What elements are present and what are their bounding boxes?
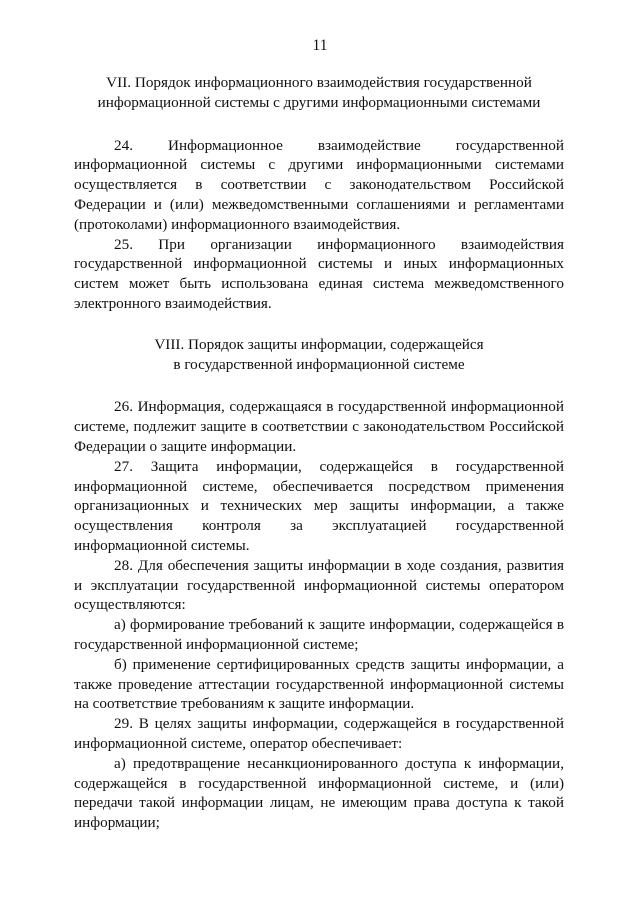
- paragraph-28-b: б) применение сертифицированных средств защиты информации, а также проведение аттестации государственной информационной системы на соответствие требованиям к защите информации.: [74, 655, 564, 713]
- section-heading-viii: [74, 335, 564, 375]
- paragraph-27: 27. Защита информации, содержащейся в государственной информационной системе, обеспечивается посредством применения организационных и технических мер защиты информации, а также осуществления контроля за эксплуатацией государственной информационной системы.: [74, 457, 564, 554]
- paragraph-24: 24. Информационное взаимодействие государственной информационной системы с другими информационными системами осуществляется в соответствии с законодательством Российской Федерации и (или) межведомственными соглашениями и регламентами (протоколами) информационного взаимодействия.: [74, 136, 564, 233]
- section-heading-line: в государственной информационной системе: [173, 355, 465, 373]
- document-body: [74, 73, 564, 833]
- section-heading-line: VIII. Порядок защиты информации, содержащейся: [154, 335, 484, 353]
- paragraph-28: 28. Для обеспечения защиты информации в ходе создания, развития и эксплуатации государственной информационной системы оператором осуществляются:: [74, 556, 564, 614]
- paragraph-28-a: а) формирование требований к защите информации, содержащейся в государственной информационной системе;: [74, 616, 564, 653]
- paragraph-29: 29. В целях защиты информации, содержащейся в государственной информационной системе, оператор обеспечивает:: [74, 715, 564, 752]
- section-heading-line: информационной системы с другими информационными системами: [97, 93, 541, 111]
- paragraph-26: 26. Информация, содержащаяся в государственной информационной системе, подлежит защите в соответствии с законодательством Российской Федерации о защите информации.: [74, 398, 564, 455]
- page-number: 11: [312, 37, 328, 54]
- paragraph-29-a: а) предотвращение несанкционированного доступа к информации, содержащейся в государственной информационной системе, и (или) передачи такой информации лицам, не имеющим права доступа к такой информации;: [74, 754, 564, 832]
- section-heading-vii: [74, 73, 564, 113]
- section-heading-line: VII. Порядок информационного взаимодействия государственной: [106, 74, 532, 91]
- paragraph-25: 25. При организации информационного взаимодействия государственной информационной системы и иных информационных систем может быть использована единая система межведомственного электронного взаимодействия.: [74, 235, 564, 312]
